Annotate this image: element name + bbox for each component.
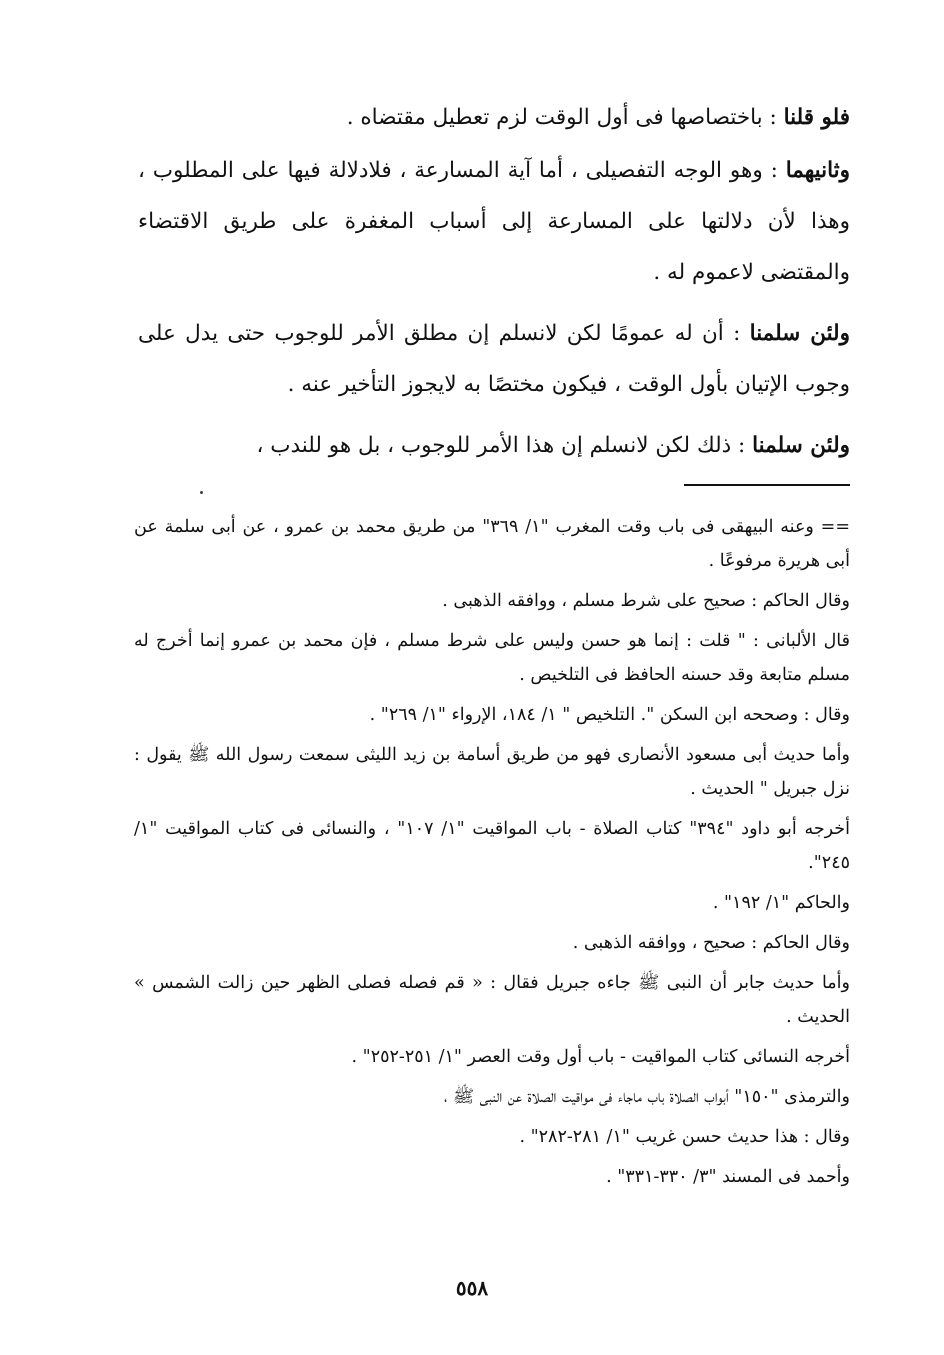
- footnote-line: وقال الحاكم : صحيح على شرط مسلم ، ووافقه الذهبى .: [442, 591, 850, 611]
- paragraph-3: [138, 308, 850, 410]
- paragraph-1: [138, 92, 850, 143]
- paragraph-text: : ذلك لكن لانسلم إن هذا الأمر للوجوب ، بل هو للندب ،: [256, 433, 746, 458]
- page-number: ٥٥٨: [455, 1276, 489, 1300]
- footnote-line: وأحمد فى المسند "٣/ ٣٣٠-٣٣١" .: [606, 1167, 850, 1187]
- footnote-line: والحاكم "١/ ١٩٢" .: [712, 893, 850, 913]
- footnote-line: أخرجه النسائى كتاب المواقيت - باب أول وقت العصر "١/ ٢٥١-٢٥٢" .: [351, 1047, 850, 1067]
- paragraph-text: : أن له عمومًا لكن لانسلم إن مطلق الأمر للوجوب حتى يدل على وجوب الإتيان بأول الوقت ، فيكون مختصًا به لايجوز التأخير عنه .: [138, 321, 850, 397]
- paragraph-lead: ولئن سلمنا: [749, 321, 850, 346]
- footnote-line: أخرجه أبو داود "٣٩٤" كتاب الصلاة - باب المواقيت "١/ ١٠٧" ، والنسائى فى كتاب المواقيت "١/ ٢٤٥".: [134, 819, 850, 873]
- paragraph-lead: فلو قلنا: [783, 105, 850, 130]
- paragraph-lead: ولئن سلمنا: [752, 433, 850, 458]
- footnote-line: قال الألبانى : " قلت : إنما هو حسن وليس على شرط مسلم ، فإن محمد بن عمرو إنما أخرج له مسلم متابعة وقد حسنه الحافظ فى التلخيص .: [134, 631, 850, 685]
- paragraph-text: : وهو الوجه التفصيلى ، أما آية المسارعة ، فلادلالة فيها على المطلوب ، وهذا لأن دلالتها على المسارعة إلى أسباب المغفرة على طريق الاقتضاء والمقتضى لاعموم له .: [138, 158, 850, 285]
- main-text: [138, 92, 850, 481]
- paragraph-lead: وثانيهما: [785, 158, 850, 183]
- footnote-line: وقال : وصححه ابن السكن ". التلخيص " ١/ ١٨٤، الإرواء "١/ ٢٦٩" .: [369, 705, 850, 725]
- footnote-separator: [684, 484, 850, 486]
- footnote-line: وقال : هذا حديث حسن غريب "١/ ٢٨١-٢٨٢" .: [519, 1127, 850, 1147]
- footnote-line: == وعنه البيهقى فى باب وقت المغرب "١/ ٣٦٩" من طريق محمد بن عمرو ، عن أبى سلمة عن أبى هريرة مرفوعًا .: [134, 517, 850, 571]
- footnote-line: وقال الحاكم : صحيح ، ووافقه الذهبى .: [572, 933, 850, 953]
- footnotes: [134, 510, 850, 1200]
- paragraph-text: : باختصاصها فى أول الوقت لزم تعطيل مقتضاه .: [346, 105, 777, 130]
- footnote-line: وأما حديث أبى مسعود الأنصارى فهو من طريق أسامة بن زيد الليثى سمعت رسول الله ﷺ يقول : نزل جبريل " الحديث .: [134, 745, 850, 799]
- scan-speck: [200, 491, 203, 494]
- footnote-line: والترمذى "١٥٠" أبواب الصلاة باب ماجاء فى مواقيت الصلاة عن النبى ﷺ ،: [444, 1087, 850, 1107]
- paragraph-4: [138, 420, 850, 471]
- paragraph-2: [138, 145, 850, 298]
- footnote-line: وأما حديث جابر أن النبى ﷺ جاءه جبريل فقال : « قم فصله فصلى الظهر حين زالت الشمس » الحديث .: [134, 973, 850, 1027]
